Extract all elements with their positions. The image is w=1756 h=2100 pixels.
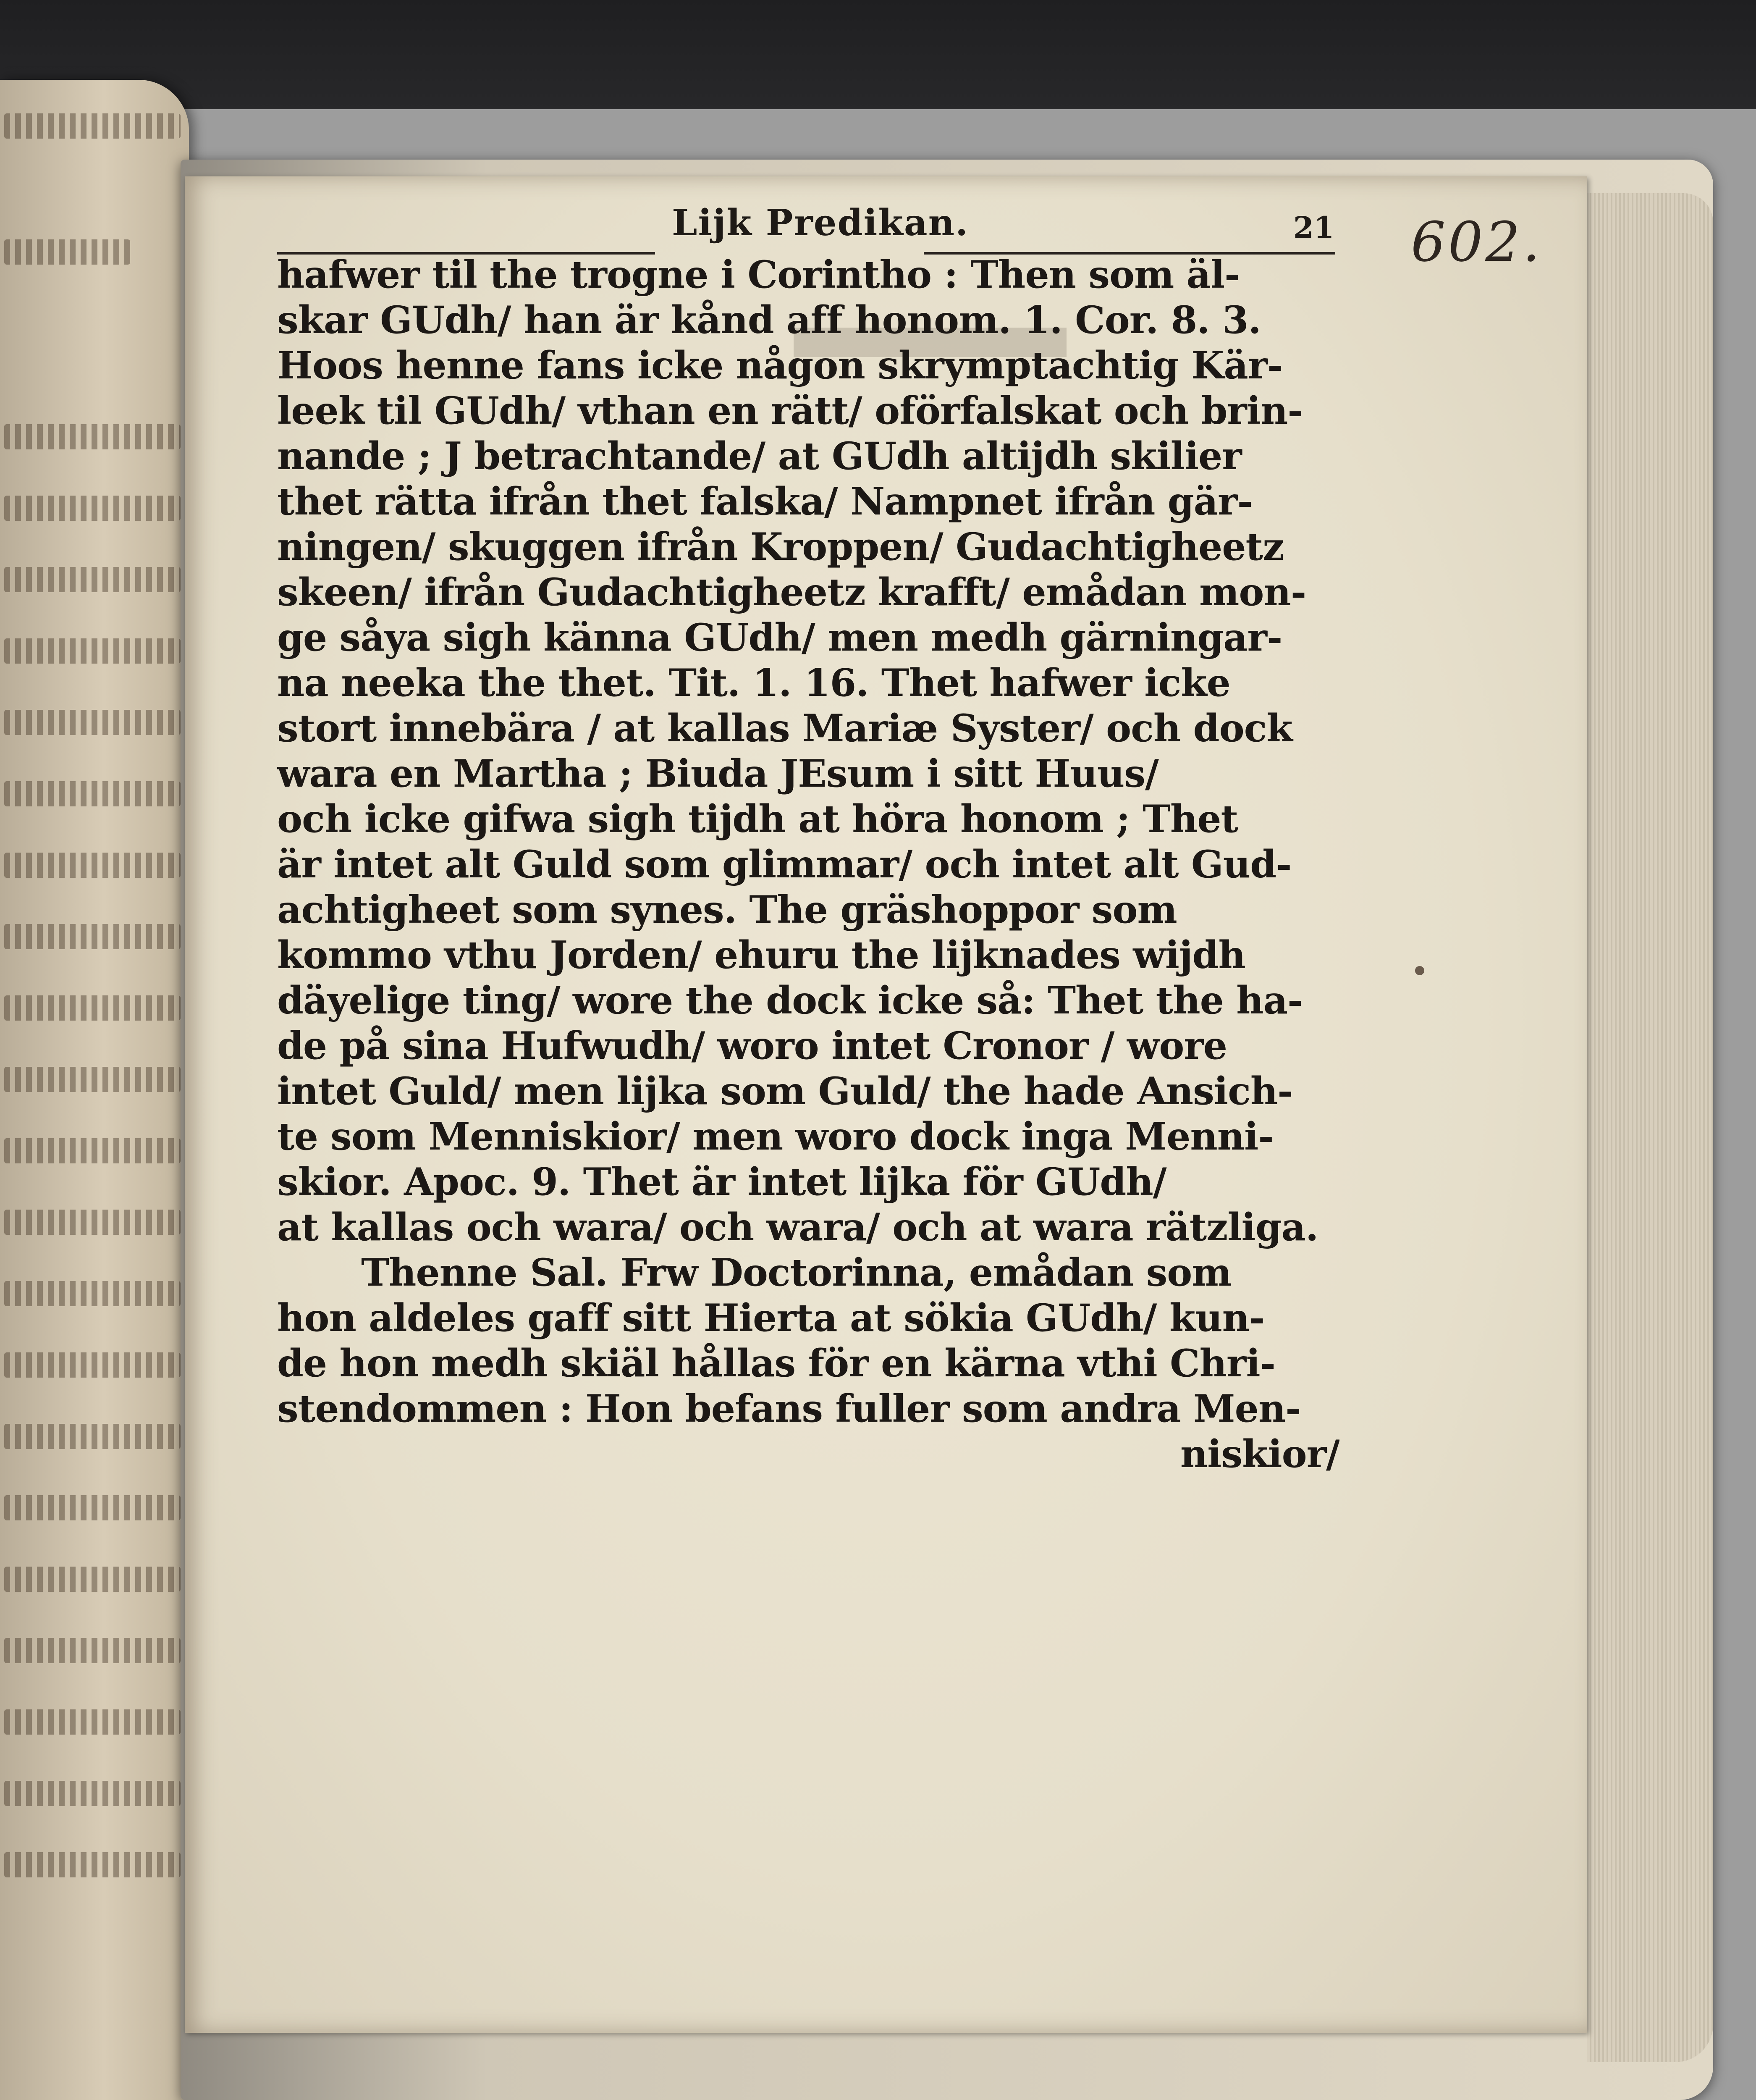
text-line: de på sina Hufwudh/ woro intet Cronor / wore (277, 1024, 1227, 1068)
text-line: wara en Martha ; Biuda JEsum i sitt Huus/ (277, 751, 1158, 796)
text-line: är intet alt Guld som glimmar/ och intet alt Gud- (277, 842, 1292, 887)
folio-annotation: 602. (1411, 210, 1543, 274)
text-line: stort innebära / at kallas Mariæ Syster/ och dock (277, 706, 1292, 751)
left-facing-page (0, 80, 189, 2100)
running-title: Lijk Predikan. (672, 202, 969, 244)
text-line: kommo vthu Jorden/ ehuru the lijknades wijdh (277, 933, 1245, 977)
text-line: och icke gifwa sigh tijdh at höra honom ; Thet (277, 797, 1238, 841)
text-line: stendommen : Hon befans fuller som andra Men- (277, 1386, 1301, 1431)
text-line: skior. Apoc. 9. Thet är intet lijka för GUdh/ (277, 1160, 1166, 1204)
text-line: skeen/ ifrån Gudachtigheetz krafft/ emådan mon- (277, 570, 1306, 614)
text-line: de hon medh skiäl hållas för en kärna vthi Chri- (277, 1341, 1275, 1386)
text-line: at kallas och wara/ och wara/ och at wara rätzliga. (277, 1205, 1318, 1250)
catchword: niskior/ (1180, 1432, 1339, 1476)
text-line: na neeka the thet. Tit. 1. 16. Thet hafwer icke (277, 661, 1230, 705)
text-line: däyelige ting/ wore the dock icke så: Thet the ha- (277, 978, 1303, 1023)
page-number: 21 (1293, 210, 1334, 245)
text-line: ge såya sigh känna GUdh/ men medh gärningar- (277, 615, 1282, 660)
text-line: ningen/ skuggen ifrån Kroppen/ Gudachtigheetz (277, 525, 1284, 569)
text-line: skar GUdh/ han är kånd aff honom. 1. Cor. 8. 3. (277, 298, 1261, 342)
text-line: hon aldeles gaff sitt Hierta at sökia GUdh/ kun- (277, 1296, 1265, 1340)
ink-spot (1415, 966, 1424, 975)
text-line: hafwer til the trogne i Corintho : Then som äl- (277, 252, 1240, 297)
text-line: te som Menniskior/ men woro dock inga Menni- (277, 1114, 1274, 1159)
text-line: leek til GUdh/ vthan en rätt/ oförfalskat och brin- (277, 388, 1303, 433)
sermon-text (277, 252, 1339, 1477)
text-line: thet rätta ifrån thet falska/ Nampnet ifrån gär- (277, 479, 1253, 524)
text-line: Hoos henne fans icke någon skrymptachtig Kär- (277, 343, 1283, 388)
text-line: achtigheet som synes. The gräshoppor som (277, 887, 1177, 932)
text-line: nande ; J betrachtande/ at GUdh altijdh skilier (277, 434, 1242, 478)
text-line: intet Guld/ men lijka som Guld/ the hade Ansich- (277, 1069, 1293, 1113)
text-line: Thenne Sal. Frw Doctorinna, emådan som (361, 1250, 1232, 1295)
page-edges (1587, 193, 1713, 2062)
